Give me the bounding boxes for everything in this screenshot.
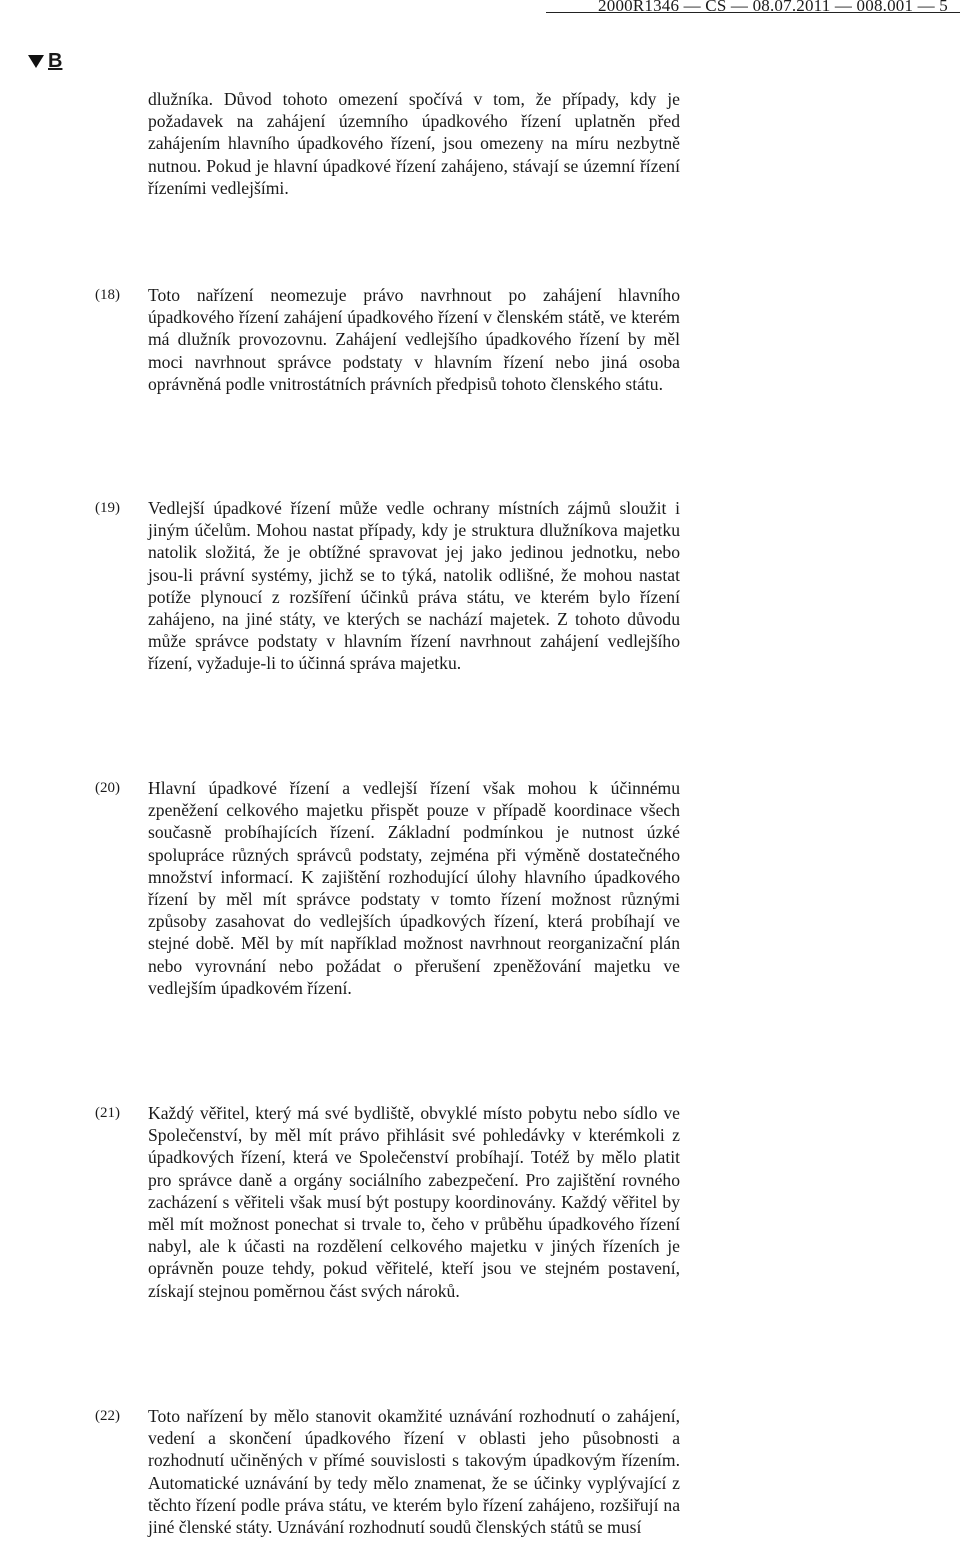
- amendment-marker-label: B: [48, 50, 63, 72]
- recital-number: (21): [95, 1105, 120, 1121]
- recital-text: Toto nařízení neomezuje právo navrhnout po zahájení hlavního úpadkového řízení zahájení úpadkového řízení v členském státě, ve kterém má dlužník provozovnu. Zahájení vedlejšího úpadkového řízení by měl moci navrhnout správce podstaty v hlavním řízení nebo jiná osoba oprávněná podle vnitrostátních právních předpisů tohoto členského státu.: [148, 285, 680, 394]
- recital-paragraph: [148, 284, 680, 395]
- recital-text: Vedlejší úpadkové řízení může vedle ochrany místních zájmů sloužit i jiným účelům. Mohou nastat případy, kdy je struktura dlužníkova majetku natolik složitá, že je obtížné spravovat jej jako jedinou jednotku, nebo jsou-li právní systémy, jichž se to týká, natolik odlišné, že mohou nastat potíže plynoucí z rozšíření účinků práva státu, ve kterém bylo řízení zahájeno, na jiné státy, ve kterých se nachází majetek. Z tohoto důvodu může správce podstaty v hlavním řízení navrhnout zahájení vedlejšího řízení, vyžaduje-li to účinná správa majetku.: [148, 498, 680, 674]
- amendment-marker: [28, 51, 62, 71]
- document-reference: 2000R1346 — CS — 08.07.2011 — 008.001 — 5: [598, 0, 948, 15]
- recital-text: Každý věřitel, který má své bydliště, obvyklé místo pobytu nebo sídlo ve Společenství, by měl mít právo přihlásit své pohledávky v kterémkoli z úpadkových řízení, která ve Společenství probíhají. Totéž by mělo platit pro správce daně a orgány sociálního zabezpečení. Pro zajištění rovného zacházení s věřiteli však musí být postupy koordinovány. Každý věřitel by měl mít možnost ponechat si trvale to, čeho v průběhu úpadkového řízení nabyl, ale k účasti na rozdělení celkového majetku v jiných řízeních je oprávněn pouze tehdy, pokud věřitelé, kteří jsou ve stejném postavení, získají stejnou poměrnou část svých nároků.: [148, 1103, 680, 1301]
- recital-paragraph: [148, 1102, 680, 1302]
- recital-number: (18): [95, 287, 120, 303]
- recital-text: Hlavní úpadkové řízení a vedlejší řízení však mohou k účinnému zpeněžení celkového majetku přispět pouze v případě koordinace všech současně probíhajících řízení. Základní podmínkou je nutnost úzké spolupráce různých správců podstaty, zejména při výměně dostatečného množství informací. K zajištění rozhodující úlohy hlavního úpadkového řízení by měl mít správce podstaty v tomto řízení možnost různými způsoby zasahovat do vedlejších úpadkových řízení, která probíhají ve stejné době. Měl by mít například možnost navrhnout reorganizační plán nebo vyrovnání nebo požádat o přerušení zpeněžování majetku ve vedlejším úpadkovém řízení.: [148, 778, 680, 998]
- recital-paragraph: [148, 777, 680, 999]
- recital-number: (19): [95, 500, 120, 516]
- recital-text: Toto nařízení by mělo stanovit okamžité uznávání rozhodnutí o zahájení, vedení a skončení úpadkového řízení v oblasti jeho působnosti a rozhodnutí učiněných v přímé souvislosti s takovým úpadkovým řízením. Automatické uznávání by tedy mělo znamenat, že se účinky vyplývající z těchto řízení podle práva státu, ve kterém bylo řízení zahájeno, rozšiřují na jiné členské státy. Uznávání rozhodnutí soudů členských států se musí: [148, 1406, 680, 1538]
- recital-number: (22): [95, 1408, 120, 1424]
- continuation-paragraph: [148, 88, 680, 199]
- continuation-text: dlužníka. Důvod tohoto omezení spočívá v tom, že případy, kdy je požadavek na zahájení územního úpadkového řízení uplatněn před zahájením hlavního úpadkového řízení, jsou omezeny na míru nezbytně nutnou. Pokud je hlavní úpadkové řízení zahájeno, stávají se územní řízení řízeními vedlejšími.: [148, 89, 680, 198]
- header-rule: [546, 12, 960, 13]
- recital-number: (20): [95, 780, 120, 796]
- page-header: [0, 0, 960, 15]
- recital-paragraph: [148, 1405, 680, 1538]
- recital-paragraph: [148, 497, 680, 675]
- triangle-down-icon: [28, 55, 44, 68]
